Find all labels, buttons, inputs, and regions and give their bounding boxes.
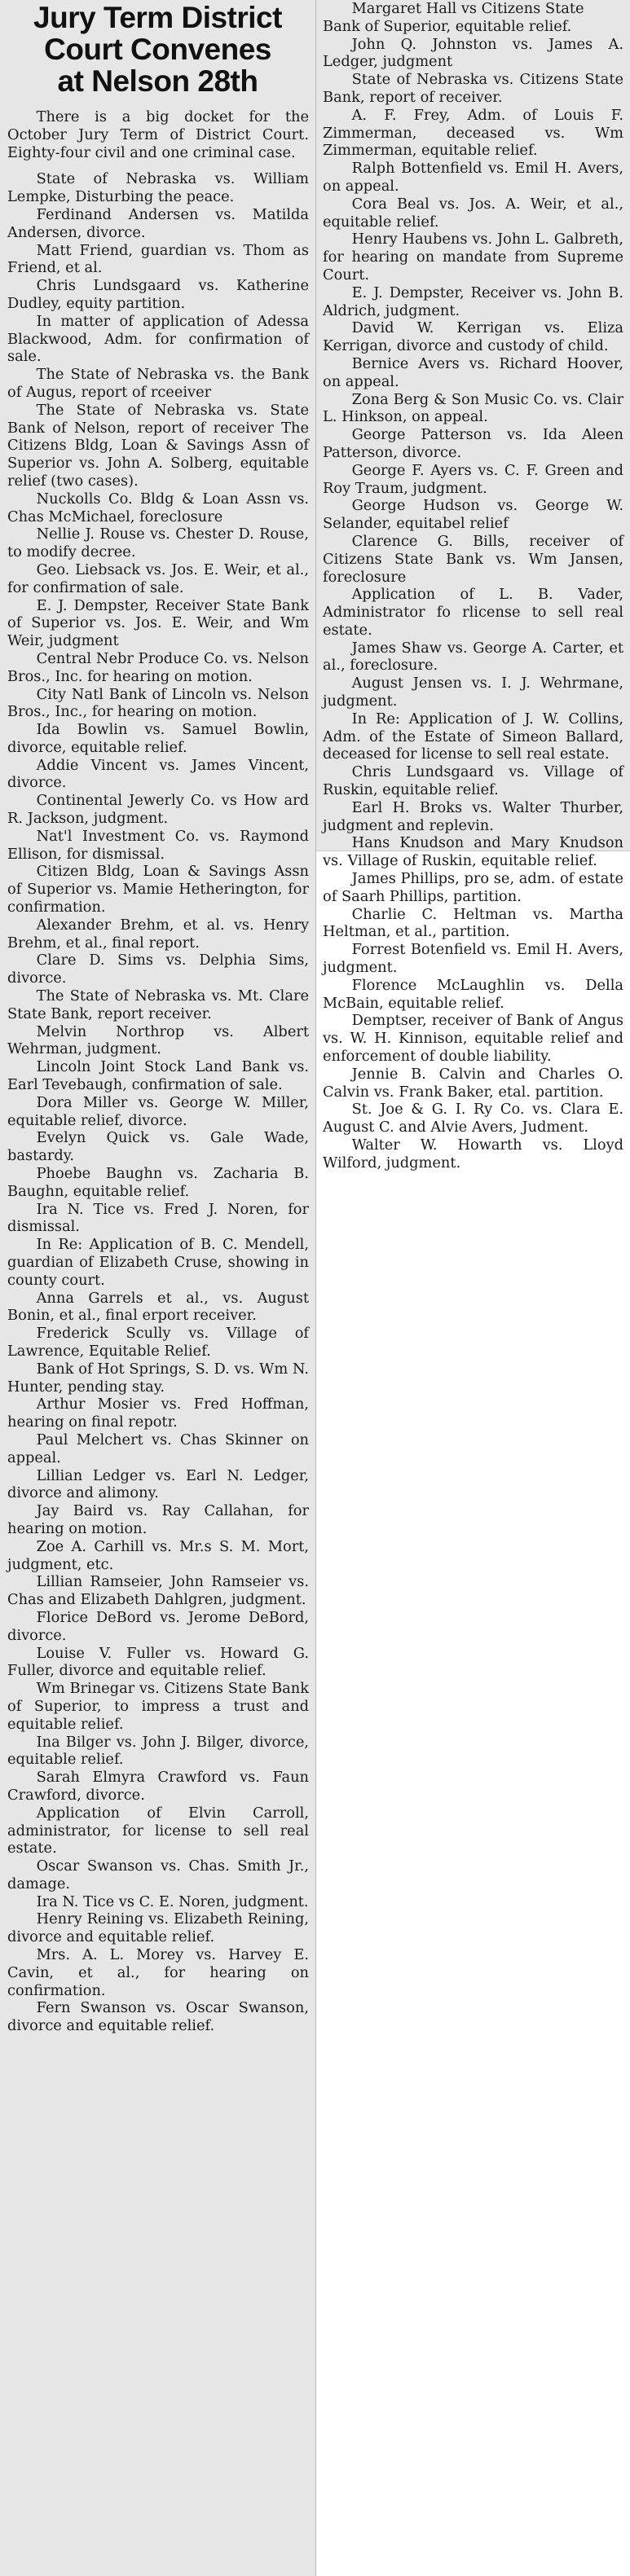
docket-entry: David W. Kerrigan vs. Eliza Kerrigan, divorce and custody of child.	[323, 319, 623, 355]
docket-entry: Charlie C. Heltman vs. Martha Heltman, et al., partition.	[323, 905, 623, 941]
docket-entry: Jennie B. Calvin and Charles O. Calvin vs. Frank Baker, etal. partition.	[323, 1065, 623, 1101]
docket-entry: Geo. Liebsack vs. Jos. E. Weir, et al., for confirmation of sale.	[7, 560, 309, 596]
docket-entry: Ida Bowlin vs. Samuel Bowlin, divorce, equitable relief.	[7, 721, 309, 756]
docket-entry: Nellie J. Rouse vs. Chester D. Rouse, to modify decree.	[7, 525, 309, 561]
docket-entry: Melvin Northrop vs. Albert Wehrman, judgment.	[7, 1022, 309, 1058]
docket-entry: Margaret Hall vs Citizens State	[351, 0, 584, 17]
docket-entry: Ferdinand Andersen vs. Matilda Andersen, divorce.	[7, 205, 309, 241]
docket-entry: In Re: Application of B. C. Mendell, guardian of Elizabeth Cruse, showing in county court.	[7, 1236, 309, 1289]
docket-entry: Lincoln Joint Stock Land Bank vs. Earl Tevebaugh, confirmation of sale.	[7, 1058, 309, 1094]
docket-entry: Forrest Botenfield vs. Emil H. Avers, judgment.	[323, 941, 623, 977]
docket-entry: Bank of Hot Springs, S. D. vs. Wm N. Hunter, pending stay.	[7, 1360, 309, 1396]
docket-entry: Henry Haubens vs. John L. Galbreth, for hearing on mandate from Supreme Court.	[323, 231, 623, 284]
headline-line-3: at Nelson 28th	[57, 64, 258, 98]
docket-entry: Bernice Avers vs. Richard Hoover, on appeal.	[323, 354, 623, 390]
headline-line-1: Jury Term District	[33, 1, 282, 34]
docket-entry: State of Nebraska vs. Citizens State Bank, report of receiver.	[323, 71, 623, 106]
docket-entry: The State of Nebraska vs. the Bank of Augus, report of rceeiver	[7, 366, 309, 401]
docket-entry: James Shaw vs. George A. Carter, et al., foreclosure.	[323, 639, 623, 675]
docket-entry: Ina Bilger vs. John J. Bilger, divorce, equitable relief.	[7, 1733, 309, 1769]
docket-entry: There is a big docket for the October Jury Term of District Court. Eighty-four civil and one criminal case.	[7, 108, 309, 161]
headline	[10, 2, 306, 97]
docket-entry: Lillian Ramseier, John Ramseier vs. Chas and Elizabeth Dahlgren, judgment.	[7, 1573, 309, 1609]
docket-entry: Oscar Swanson vs. Chas. Smith Jr., damage.	[7, 1857, 309, 1892]
docket-entry: In Re: Application of J. W. Collins, Adm. of the Estate of Simeon Ballard, deceased for license to sell real estate.	[323, 710, 623, 763]
docket-entry: Nuckolls Co. Bldg & Loan Assn vs. Chas McMichael, foreclosure	[7, 490, 309, 525]
docket-entry: Central Nebr Produce Co. vs. Nelson Bros., Inc. for hearing on motion.	[7, 649, 309, 685]
docket-entry: Citizen Bldg, Loan & Savings Assn of Superior vs. Mamie Hetherington, for confirmation.	[7, 863, 309, 917]
docket-entry: Ira N. Tice vs. Fred J. Noren, for dismissal.	[7, 1200, 309, 1236]
docket-entry: Henry Reining vs. Elizabeth Reining, divorce and equitable relief.	[7, 1910, 309, 1946]
docket-entry: City Natl Bank of Lincoln vs. Nelson Bros., Inc., for hearing on motion.	[7, 685, 309, 721]
docket-entry: Addie Vincent vs. James Vincent, divorce.	[7, 756, 309, 792]
docket-entry: Paul Melchert vs. Chas Skinner on appeal.	[7, 1431, 309, 1466]
docket-entry: The State of Nebraska vs. State Bank of Nelson, report of receiver The Citizens Bldg, Loan & Savings Assn of Superior vs. John A. Solberg, equitable relief (two cases).	[7, 401, 309, 490]
docket-entry: The State of Nebraska vs. Mt. Clare State Bank, report receiver.	[7, 987, 309, 1022]
docket-entry: Mrs. A. L. Morey vs. Harvey E. Cavin, et al., for hearing on confirmation.	[7, 1946, 309, 1999]
headline-line-2: Court Convenes	[44, 33, 271, 66]
docket-entry: George Patterson vs. Ida Aleen Patterson, divorce.	[323, 426, 623, 461]
docket-entry: State of Nebraska vs. William Lempke, Disturbing the peace.	[7, 170, 309, 206]
docket-entry: Matt Friend, guardian vs. Thom as Friend, et al.	[7, 241, 309, 277]
docket-entry: Evelyn Quick vs. Gale Wade, bastardy.	[7, 1129, 309, 1165]
docket-entry: Fern Swanson vs. Oscar Swanson, divorce and equitable relief.	[7, 1999, 309, 2035]
docket-entry: John Q. Johnston vs. James A. Ledger, judgment	[323, 35, 623, 71]
docket-entry: Florice DeBord vs. Jerome DeBord, divorce.	[7, 1608, 309, 1644]
docket-entry: Clare D. Sims vs. Delphia Sims, divorce.	[7, 952, 309, 987]
docket-entry: Walter W. Howarth vs. Lloyd Wilford, judgment.	[323, 1136, 623, 1172]
docket-entry: E. J. Dempster, Receiver State Bank of Superior vs. Jos. E. Weir, and Wm Weir, judgment	[7, 596, 309, 650]
docket-entry: Cora Beal vs. Jos. A. Weir, et al., equitable relief.	[323, 195, 623, 231]
docket-entry: Arthur Mosier vs. Fred Hoffman, hearing on final repotr.	[7, 1396, 309, 1431]
docket-entry: Zona Berg & Son Music Co. vs. Clair L. Hinkson, on appeal.	[323, 390, 623, 426]
docket-entry: Chris Lundsgaard vs. Village of Ruskin, equitable relief.	[323, 763, 623, 799]
docket-entry: Louise V. Fuller vs. Howard G. Fuller, divorce and equitable relief.	[7, 1644, 309, 1680]
docket-entry: Anna Garrels et al., vs. August Bonin, et al., final erport receiver.	[7, 1289, 309, 1325]
docket-entry: James Phillips, pro se, adm. of estate of Saarh Phillips, partition.	[323, 870, 623, 905]
docket-entry: Wm Brinegar vs. Citizens State Bank of Superior, to impress a trust and equitable relief.	[7, 1680, 309, 1733]
docket-entry: Application of L. B. Vader, Administrator fo rlicense to sell real estate.	[323, 586, 623, 639]
docket-entry: George Hudson vs. George W. Selander, equitabel relief	[323, 497, 623, 533]
docket-entry: Chris Lundsgaard vs. Katherine Dudley, equity partition.	[7, 277, 309, 312]
docket-list-1	[0, 108, 315, 2035]
docket-entry: Florence McLaughlin vs. Della McBain, equitable relief.	[323, 976, 623, 1012]
docket-entry: Zoe A. Carhill vs. Mr.s S. M. Mort, judgment, etc.	[7, 1537, 309, 1573]
docket-entry: Phoebe Baughn vs. Zacharia B. Baughn, equitable relief.	[7, 1165, 309, 1200]
docket-entry: Earl H. Broks vs. Walter Thurber, judgment and replevin.	[323, 798, 623, 834]
docket-entry: Sarah Elmyra Crawford vs. Faun Crawford, divorce.	[7, 1769, 309, 1804]
docket-entry: St. Joe & G. I. Ry Co. vs. Clara E. August C. and Alvie Avers, Judment.	[323, 1101, 623, 1136]
docket-entry: Demptser, receiver of Bank of Angus vs. W. H. Kinnison, equitable relief and enforcement of double liability.	[323, 1012, 623, 1066]
docket-entry: Ira N. Tice vs C. E. Noren, judgment.	[36, 1892, 309, 1910]
docket-entry: Lillian Ledger vs. Earl N. Ledger, divorce and alimony.	[7, 1466, 309, 1502]
docket-entry: Hans Knudson and Mary Knudson vs. Village of Ruskin, equitable relief.	[323, 834, 623, 870]
docket-entry: E. J. Dempster, Receiver vs. John B. Aldrich, judgment.	[323, 284, 623, 319]
docket-list-2	[316, 0, 630, 1172]
docket-entry: Alexander Brehm, et al. vs. Henry Brehm, et al., final report.	[7, 916, 309, 952]
docket-entry: Jay Baird vs. Ray Callahan, for hearing on motion.	[7, 1502, 309, 1537]
docket-entry: Dora Miller vs. George W. Miller, equitable relief, divorce.	[7, 1093, 309, 1129]
docket-entry: August Jensen vs. I. J. Wehrmane, judgment.	[323, 675, 623, 710]
article-column-2	[316, 0, 630, 1172]
docket-entry: Application of Elvin Carroll, administrator, for license to sell real estate.	[7, 1804, 309, 1857]
docket-entry: Continental Jewerly Co. vs How ard R. Jackson, judgment.	[7, 792, 309, 828]
docket-entry: Frederick Scully vs. Village of Lawrence, Equitable Relief.	[7, 1325, 309, 1360]
docket-entry: A. F. Frey, Adm. of Louis F. Zimmerman, deceased vs. Wm Zimmerman, equitable relief.	[323, 106, 623, 160]
docket-entry: Ralph Bottenfield vs. Emil H. Avers, on appeal.	[323, 160, 623, 195]
docket-entry: George F. Ayers vs. C. F. Green and Roy Traum, judgment.	[323, 461, 623, 497]
docket-entry: In matter of application of Adessa Blackwood, Adm. for confirmation of sale.	[7, 312, 309, 366]
docket-entry: Clarence G. Bills, receiver of Citizens State Bank vs. Wm Jansen, foreclosure	[323, 532, 623, 586]
docket-entry: Nat'l Investment Co. vs. Raymond Ellison, for dismissal.	[7, 827, 309, 863]
docket-entry: Bank of Superior, equitable relief.	[323, 17, 572, 35]
